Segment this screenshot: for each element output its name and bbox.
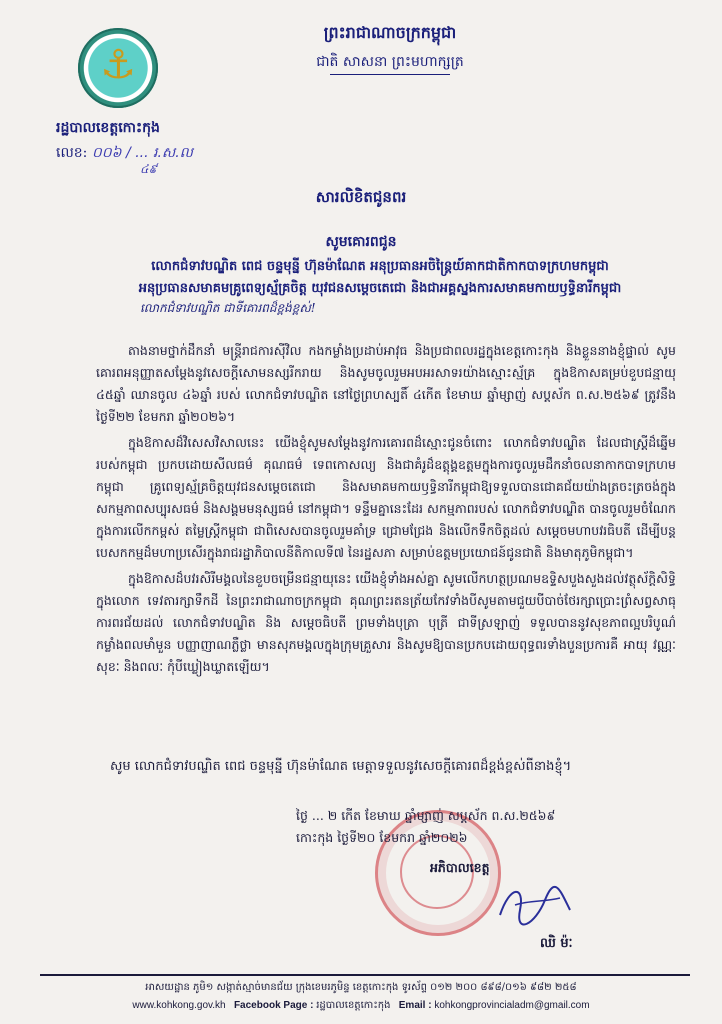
email-label: Email : xyxy=(398,1000,432,1011)
footer-contacts xyxy=(0,998,722,1013)
handwritten-signature xyxy=(490,880,580,930)
provincial-emblem-icon xyxy=(78,28,158,108)
solar-date: កោះកុង ថ្ងៃទី២០ ខែមករា ឆ្នាំ២០២៦ xyxy=(296,830,468,845)
closing-line: សូម លោកជំទាវបណ្ឌិត ពេជ ចន្ទមុន្នី ហ៊ុនម៉ាណែត មេត្តាទទួលនូវសេចក្តីគោរពដ៏ខ្ពង់ខ្ពស់ពីនាងខ្ញុំ។ xyxy=(110,759,572,774)
lunar-date: ថ្ងៃ ... ២ កើត ខែមាឃ ឆ្នាំម្សាញ់ សប្តស័ក ព.ស.២៥៦៩ xyxy=(296,808,556,823)
footer-address: អាសយដ្ឋាន ភូមិ១ សង្កាត់ស្មាច់មានជ័យ ក្រុងខេមរភូមិន្ទ ខេត្តកោះកុង ទូរស័ព្ទ ០១២ ២០០ ៨៩៨/០១៦ ៩៨២ ២៥៨ xyxy=(145,982,577,993)
paragraph: ក្នុងឱកាសដ៏វិសេសវិសាលនេះ យើងខ្ញុំសូមសម្តែងនូវការគោរពដ៏ស្មោះជូនចំពោះ លោកជំទាវបណ្ឌិត ដែលជាស្ត្រីដ៏ឆ្នើមរបស់កម្ពុជា ប្រកបដោយសីលធម៌ គុណធម៌ ទេពកោសល្យ និងជាគំរូដ៏ឧត្តុង្គឧត្តមក្នុងការចូលរួមដឹកនាំចលនាកាកបាទក្រហមកម្ពុជា គ្រូពេទ្យស្ម័គ្រចិត្តយុវជនសម្តេចតេជោ និងសមាគមកាយឫទ្ធិនារីកម្ពុជាឱ្យទទួលបានជោគជ័យយ៉ាងត្រចះត្រចង់ក្នុងសកម្មភាពសប្បុរសធម៌ និងសង្គមមនុស្សធម៌ នៅកម្ពុជា។ ទន្ទឹមគ្នានេះដែរ សកម្មភាពរបស់ លោកជំទាវបណ្ឌិត បានចូលរួមចំណែកក្នុងការលើកកម្ពស់ តម្លៃស្ត្រីកម្ពុជា ជាពិសេសបានចូលរួមគាំទ្រ ជ្រោមជ្រែង និងលើកទឹកចិត្តដល់ សម្តេចមហាបវរធិបតី ដើម្បីបន្តបេសកកម្មដ៏មហាប្រសើរក្នុងរាជរដ្ឋាភិបាលនីតិកាលទី៧ នៃរដ្ឋសភា សម្រាប់ឧត្តមប្រយោជន៍ជូនជាតិ និងមាតុភូមិកម្ពុជា។ xyxy=(96,435,676,560)
website-link[interactable]: www.kohkong.gov.kh xyxy=(132,1000,226,1011)
recipient-line-1: លោកជំទាវបណ្ឌិត ពេជ ចន្ទមុន្នី ហ៊ុនម៉ាណែត អនុប្រធានអចិន្ត្រៃយ៍គាកជាតិកាកបាទក្រហមកម្ពុជា xyxy=(151,259,609,274)
anchor-icon: ⚓ xyxy=(100,42,136,88)
salutation: លោកជំទាវបណ្ឌិត ជាទីគោរពដ៏ខ្ពង់ខ្ពស់! xyxy=(140,301,316,315)
facebook-label: Facebook Page : xyxy=(233,1000,314,1011)
signer-position: អភិបាលខេត្ត xyxy=(430,860,490,875)
reference-number xyxy=(56,143,193,164)
letter-body xyxy=(96,340,676,682)
email-value[interactable]: kohkongprovincialadm@gmail.com xyxy=(434,1000,590,1011)
ref-extra: ៤៩ xyxy=(140,162,157,176)
respect-line: សូមគោរពជូន xyxy=(325,234,397,250)
motto-divider xyxy=(330,74,450,75)
ref-value: ០០៦ / ... រ.ស.ល xyxy=(91,145,194,161)
org-name: រដ្ឋបាលខេត្តកោះកុង xyxy=(56,120,160,136)
ref-label: លេខ: xyxy=(56,145,88,161)
paragraph: ក្នុងឱកាសដ៏បវរសិរីមង្គលនៃខួបចម្រើនជន្មាយុនេះ យើងខ្ញុំទាំងអស់គ្នា សូមលើកហត្ថប្រណមឧទ្ទិសបួងសួងដល់វត្ថុស័ក្តិសិទ្ធិក្នុងលោក ទេវតារក្សាទឹកដី នៃព្រះរាជាណាចក្រកម្ពុជា គុណព្រះរតនត្រ័យកែវទាំងបីសូមតាមជួយបីបាច់ថែរក្សាប្រោះព្រំសព្វសាធុការពរជ័យដល់ លោកជំទាវបណ្ឌិត និង សម្តេចធិបតី ព្រមទាំងបុត្រា បុត្រី ជាទីស្រឡាញ់ ទទួលបាននូវសុខភាពល្អបរិបូណ៌ កម្លាំងពលមាំមួន បញ្ញាញាណភ្លឺថ្លា មានសុភមង្គលក្នុងក្រុមគ្រួសារ និងសូមឱ្យបានប្រកបដោយពុទ្ធពរទាំងបួនប្រការគឺ អាយុ វណ្ណៈ សុខៈ និងពលៈ កុំបីឃ្លៀងឃ្លាតឡើយ។ xyxy=(96,571,676,674)
document-title: សារលិខិតជូនពរ xyxy=(315,188,407,206)
paragraph: តាងនាមថ្នាក់ដឹកនាំ មន្ត្រីរាជការស៊ីវិល កងកម្លាំងប្រដាប់អាវុធ និងប្រជាពលរដ្ឋក្នុងខេត្តកោះកុង និងខ្លួននាងខ្ញុំផ្ទាល់ សូមគោរពអនុញ្ញាតសម្តែងនូវសេចក្តីសោមនស្សរីករាយ និងសូមចូលរួមអបអរសាទរយ៉ាងស្មោះស្ម័គ្រ ក្នុងឱកាសគម្រប់ខួបជន្មាយុ ៤៥ឆ្នាំ ឈានចូល ៤៦ឆ្នាំ របស់ លោកជំទាវបណ្ឌិត នៅថ្ងៃព្រហស្បតិ៍ ៤កើត ខែមាឃ ឆ្នាំម្សាញ់ សប្តស័ក ព.ស.២៥៦៩ ត្រូវនឹងថ្ងៃទី២២ ខែមករា ឆ្នាំ២០២៦។ xyxy=(96,343,676,424)
recipient-block xyxy=(100,256,660,300)
recipient-line-2: អនុប្រធានសមាគមគ្រូពេទ្យស្ម័គ្រចិត្ត យុវជនសម្តេចតេជោ និងជាអគ្គស្នងការសមាគមកាយឫទ្ធិនារីកម្ពុជា xyxy=(138,281,622,296)
national-motto: ជាតិ សាសនា ព្រះមហាក្សត្រ xyxy=(316,54,464,70)
footer-divider xyxy=(40,974,690,976)
signer-name: ឈិ ម៉ៈ xyxy=(540,936,573,951)
kingdom-title: ព្រះរាជាណាចក្រកម្ពុជា xyxy=(323,23,457,42)
facebook-value[interactable]: រដ្ឋបាលខេត្តកោះកុង xyxy=(316,1000,391,1011)
